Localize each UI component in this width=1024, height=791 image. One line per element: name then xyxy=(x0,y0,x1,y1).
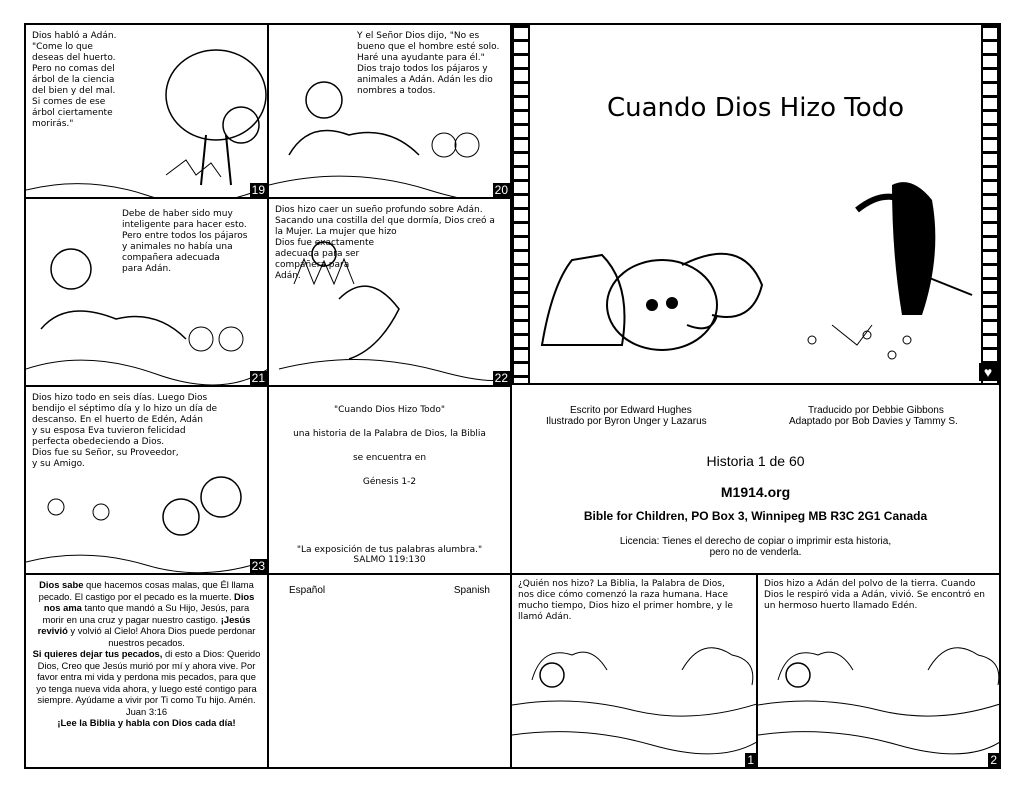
panel-2-text: Dios hizo a Adán del polvo de la tierra. Cuando Dios le respiró vida a Adán, vivió. Se encontró en un hermoso huerto llamado Edén. xyxy=(764,579,986,611)
adam-animals-illustration xyxy=(269,25,512,199)
title-info-panel xyxy=(267,385,512,575)
panel-19-text: Dios habló a Adán. "Come lo que deseas del huerto. Pero no comas del árbol de la ciencia del bien y del mal. Si comes de ese árbol ciertamente morirás." xyxy=(32,31,117,129)
panel-21-text: Debe de haber sido muy inteligente para hacer esto. Pero entre todos los pájaros y animales no había una compañera adecuada para Adán. xyxy=(122,209,248,274)
language-panel xyxy=(267,573,512,769)
gospel-t2: tanto que mandó a Su Hijo, Jesús, para morir en una cruz y pagar nuestro castigo. xyxy=(42,602,250,625)
adapted-by: Adaptado por Bob Davies y Tammy S. xyxy=(789,416,958,427)
gospel-ref: Juan 3:16 xyxy=(125,705,168,717)
language-spanish-native: Español xyxy=(289,585,326,596)
adam-thinking-illustration xyxy=(26,199,269,387)
info-line2: se encuentra en xyxy=(352,453,427,463)
garden-illustration-2 xyxy=(758,575,1001,769)
credits-panel xyxy=(510,383,1001,575)
page-number: 21 xyxy=(251,371,265,385)
gospel-b1: Dios sabe xyxy=(39,579,84,590)
info-line1: una historia de la Palabra de Dios, la Biblia xyxy=(293,429,486,439)
panel-22-text: Dios hizo caer un sueño profundo sobre Adán. Sacando una costilla del que dormía, Dios creó a la Mujer. La mujer que hizo Dios fue exactamente adecuada para ser compañera para Adán. xyxy=(275,205,495,281)
comic-panel-22 xyxy=(267,197,512,387)
gospel-t4: di esto a Dios: Querido Dios, Creo que Jesús murió por mí y ahora vive. Por favor entra mi vida y perdona mis pecados, para que yo tenga nueva vida ahora, y luego esté contigo para siempre. Ayúdame a vivir por Ti como Tu hijo. Amén. xyxy=(36,648,261,705)
gospel-b3: ¡Jesús revivió xyxy=(37,613,251,636)
gospel-t3: y volvió al Cielo! Ahora Dios puede perdonar nuestros pecados. xyxy=(67,625,256,648)
garden-illustration-1 xyxy=(512,575,758,769)
comic-panel-20 xyxy=(267,23,512,199)
license-line2: pero no de venderla. xyxy=(709,547,802,558)
gospel-t1: que hacemos cosas malas, que Él llama pecado. El castigo por el pecado es la muerte. xyxy=(38,579,254,602)
elephant-toucan-illustration xyxy=(512,25,1001,385)
gospel-b4: Si quieres dejar tus pecados, xyxy=(32,648,163,659)
panel-1-text: ¿Quién nos hizo? La Biblia, la Palabra de Dios, nos dice cómo comenzó la raza humana. Hace mucho tiempo, Dios hizo el primer hombre, y le llamó Adán. xyxy=(518,579,733,622)
gospel-text xyxy=(32,579,261,729)
info-quote-ref: SALMO 119:130 xyxy=(353,555,426,565)
creation-of-woman-illustration xyxy=(269,199,512,387)
panel-20-text: Y el Señor Dios dijo, "No es bueno que el hombre esté solo. Haré una ayudante para él." Dios trajo todos los pájaros y animales a Adán. Adán les dio nombres a todos. xyxy=(357,31,500,96)
story-count: Historia 1 de 60 xyxy=(706,453,805,469)
cover-panel xyxy=(510,23,1001,385)
comic-panel-1 xyxy=(510,573,758,769)
translated-by: Traducido por Debbie Gibbons xyxy=(808,405,944,416)
written-by: Escrito por Edward Hughes xyxy=(570,405,692,416)
gospel-panel xyxy=(24,573,269,769)
cover-title: Cuando Dios Hizo Todo xyxy=(606,93,905,123)
language-spanish-english: Spanish xyxy=(453,585,490,596)
info-title: "Cuando Dios Hizo Todo" xyxy=(333,405,446,415)
comic-panel-23 xyxy=(24,385,269,575)
info-reference: Génesis 1-2 xyxy=(362,477,417,487)
page-number: 2 xyxy=(990,753,997,767)
page-number: 23 xyxy=(251,559,265,573)
panel-23-text: Dios hizo todo en seis días. Luego Dios bendijo el séptimo día y lo hizo un día de descanso. En el huerto de Edén, Adán y su esposa Eva tuvieron felicidad perfecta obedeciendo a Dios. Dios fue su Señor, su Proveedor, y su Amigo. xyxy=(32,393,218,469)
gospel-b2: Dios nos ama xyxy=(43,590,255,613)
info-quote: "La exposición de tus palabras alumbra." xyxy=(296,545,483,555)
license-line1: Licencia: Tienes el derecho de copiar o imprimir esta historia, xyxy=(619,536,892,547)
page-number: 20 xyxy=(494,183,508,197)
site-code: M1914.org xyxy=(720,484,791,500)
heart-icon: ♥ xyxy=(979,363,997,381)
tree-illustration xyxy=(26,25,269,199)
comic-panel-21 xyxy=(24,197,269,387)
page-number: 19 xyxy=(251,183,265,197)
comic-panel-19 xyxy=(24,23,269,199)
comic-panel-2 xyxy=(756,573,1001,769)
illustrated-by: Ilustrado por Byron Unger y Lazarus xyxy=(546,416,707,427)
page-number: 22 xyxy=(494,371,508,385)
page-number: 1 xyxy=(747,753,754,767)
adam-eve-illustration xyxy=(26,387,269,575)
address: Bible for Children, PO Box 3, Winnipeg MB R3C 2G1 Canada xyxy=(583,509,928,523)
gospel-closing: ¡Lee la Biblia y habla con Dios cada día! xyxy=(57,717,236,728)
